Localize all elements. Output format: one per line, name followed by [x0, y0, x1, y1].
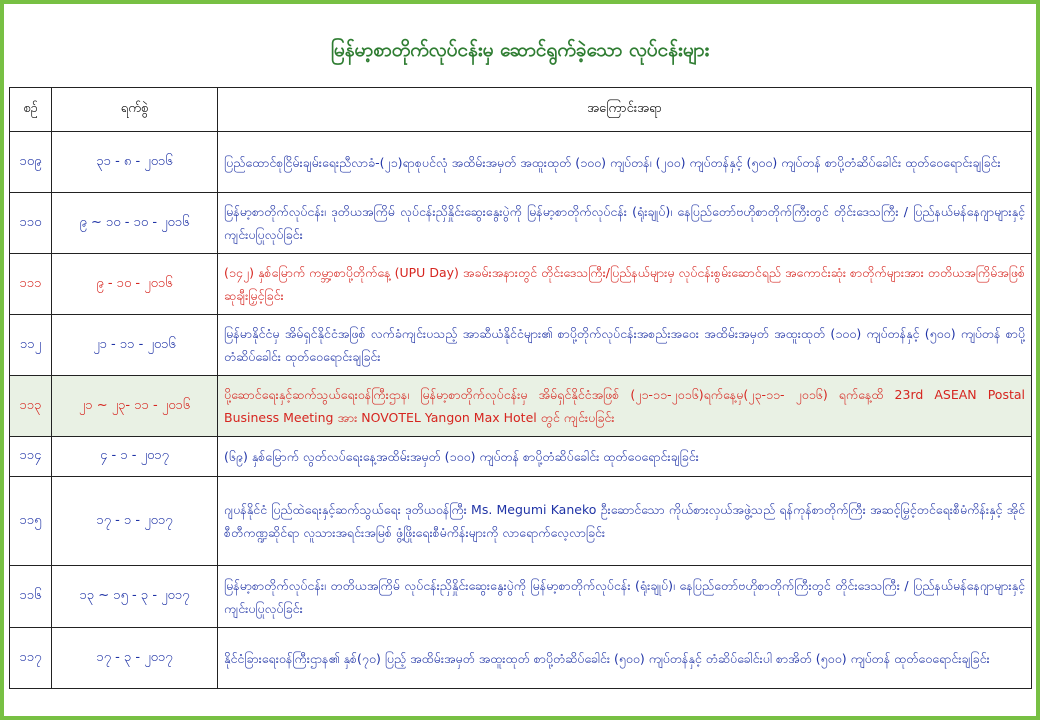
table-row [10, 315, 1032, 376]
table-row [10, 193, 1032, 254]
header-date: ရက်စွဲ [52, 88, 218, 132]
events-table [9, 87, 1032, 689]
row-date: ၁၃ ~ ၁၅ - ၃ - ၂၀၁၇ [52, 566, 218, 628]
table-header-row [10, 88, 1032, 132]
table-row [10, 254, 1032, 315]
page-title: မြန်မာ့စာတိုက်လုပ်ငန်းမှ ဆောင်ရွက်ခဲ့သော လုပ်ငန်းများ [330, 39, 710, 61]
table-row [10, 628, 1032, 689]
row-description: ပြည်ထောင်စုငြိမ်းချမ်းရေးညီလာခံ-(၂၁)ရာစုပင်လုံ အထိမ်းအမှတ် အထူးထုတ် (၁၀၀) ကျပ်တန်၊ (၂၀၀) ကျပ်တန်နှင့် (၅၀၀) ကျပ်တန် စာပို့တံဆိပ်ခေါင်း ထုတ်ဝေရောင်းချခြင်း [218, 132, 1032, 193]
row-no: ၁၁၂ [10, 315, 52, 376]
table-row [10, 477, 1032, 566]
table-row [10, 132, 1032, 193]
row-description: မြန်မာနိုင်ငံမှ အိမ်ရှင်နိုင်ငံအဖြစ် လက်ခံကျင်းပသည့် အာဆီယံနိုင်ငံများ၏ စာပို့တိုက်လုပ်ငန်းအစည်းအဝေး အထိမ်းအမှတ် အထူးထုတ် (၁၀၀) ကျပ်တန်နှင့် (၅၀၀) ကျပ်တန် စာပို့တံဆိပ်ခေါင်း ထုတ်ဝေရောင်းချခြင်း [218, 315, 1032, 376]
header-no: စဉ် [10, 88, 52, 132]
row-date: ၃၁ - ၈ - ၂၀၁၆ [52, 132, 218, 193]
row-description: မြန်မာ့စာတိုက်လုပ်ငန်း၊ ဒုတိယအကြိမ် လုပ်ငန်းညှိနှိုင်းဆွေးနွေးပွဲကို မြန်မာ့စာတိုက်လုပ်ငန်း (ရုံးချုပ်)၊ နေပြည်တော်ဗဟိုစာတိုက်ကြီးတွင် တိုင်းဒေသကြီး / ပြည်နယ်မန်နေဂျာများနှင့် ကျင်းပပြုလုပ်ခြင်း [218, 193, 1032, 254]
row-date: ၂၁ - ၁၁ - ၂၀၁၆ [52, 315, 218, 376]
row-date: ၄ - ၁ - ၂၀၁၇ [52, 437, 218, 477]
row-description: (၆၉) နှစ်မြောက် လွတ်လပ်ရေးနေ့အထိမ်းအမှတ် (၁၀၀) ကျပ်တန် စာပို့တံဆိပ်ခေါင်း ထုတ်ဝေရောင်းချခြင်း [218, 437, 1032, 477]
row-date: ၁၇ - ၃ - ၂၀၁၇ [52, 628, 218, 689]
row-no: ၁၁၀ [10, 193, 52, 254]
row-date: ၉ ~ ၁၀ - ၁၀ - ၂၀၁၆ [52, 193, 218, 254]
row-description: ဂျပန်နိုင်ငံ ပြည်ထဲရေးနှင့်ဆက်သွယ်ရေး ဒုတိယဝန်ကြီး Ms. Megumi Kaneko ဦးဆောင်သော ကိုယ်စားလှယ်အဖွဲ့သည် ရန်ကုန်စာတိုက်ကြီး အဆင့်မြှင့်တင်ရေးစီမံကိန်းနှင့် အိုင်စီတီကဏ္ဍဆိုင်ရာ လူသားအရင်းအမြစ် ဖွံ့ဖြိုးရေးစီမံကိန်းများကို လာရောက်လေ့လာခြင်း [218, 477, 1032, 566]
table-row [10, 437, 1032, 477]
row-description: ပို့ဆောင်ရေးနှင့်ဆက်သွယ်ရေးဝန်ကြီးဌာန၊ မြန်မာ့စာတိုက်လုပ်ငန်းမှ အိမ်ရှင်နိုင်ငံအဖြစ် (၂၁-၁၁-၂၀၁၆)ရက်နေ့မှ(၂၃-၁၁- ၂၀၁၆) ရက်နေ့ထိ 23rd ASEAN Postal Business Meeting အား NOVOTEL Yangon Max Hotel တွင် ကျင်းပခြင်း [218, 376, 1032, 437]
row-date: ၁၇ - ၁ - ၂၀၁၇ [52, 477, 218, 566]
row-no: ၁၁၆ [10, 566, 52, 628]
row-no: ၁၁၅ [10, 477, 52, 566]
row-no: ၁၁၇ [10, 628, 52, 689]
row-date: ၂၁ ~ ၂၃- ၁၁ - ၂၀၁၆ [52, 376, 218, 437]
row-no: ၁၀၉ [10, 132, 52, 193]
row-description: (၁၄၂) နှစ်မြောက် ကမ္ဘာ့စာပို့တိုက်နေ့ (UPU Day) အခမ်းအနားတွင် တိုင်းဒေသကြီး/ပြည်နယ်များမှ လုပ်ငန်းစွမ်းဆောင်ရည် အကောင်းဆုံး စာတိုက်များအား တတိယအကြိမ်အဖြစ် ဆုချီးမြှင့်ခြင်း [218, 254, 1032, 315]
row-no: ၁၁၄ [10, 437, 52, 477]
table-row [10, 376, 1032, 437]
row-date: ၉ - ၁၀ - ၂၀၁၆ [52, 254, 218, 315]
row-no: ၁၁၃ [10, 376, 52, 437]
header-description: အကြောင်းအရာ [218, 88, 1032, 132]
row-description: နိုင်ငံခြားရေးဝန်ကြီးဌာန၏ နှစ်(၇၀) ပြည့် အထိမ်းအမှတ် အထူးထုတ် စာပို့တံဆိပ်ခေါင်း (၅၀၀) ကျပ်တန်နှင့် တံဆိပ်ခေါင်းပါ စာအိတ် (၅၀၀) ကျပ်တန် ထုတ်ဝေရောင်းချခြင်း [218, 628, 1032, 689]
row-description: မြန်မာ့စာတိုက်လုပ်ငန်း၊ တတိယအကြိမ် လုပ်ငန်းညှိနှိုင်းဆွေးနွေးပွဲကို မြန်မာ့စာတိုက်လုပ်ငန်း (ရုံးချုပ်)၊ နေပြည်တော်ဗဟိုစာတိုက်ကြီးတွင် တိုင်းဒေသကြီး / ပြည်နယ်မန်နေဂျာများနှင့် ကျင်းပပြုလုပ်ခြင်း [218, 566, 1032, 628]
table-row [10, 566, 1032, 628]
row-no: ၁၁၁ [10, 254, 52, 315]
